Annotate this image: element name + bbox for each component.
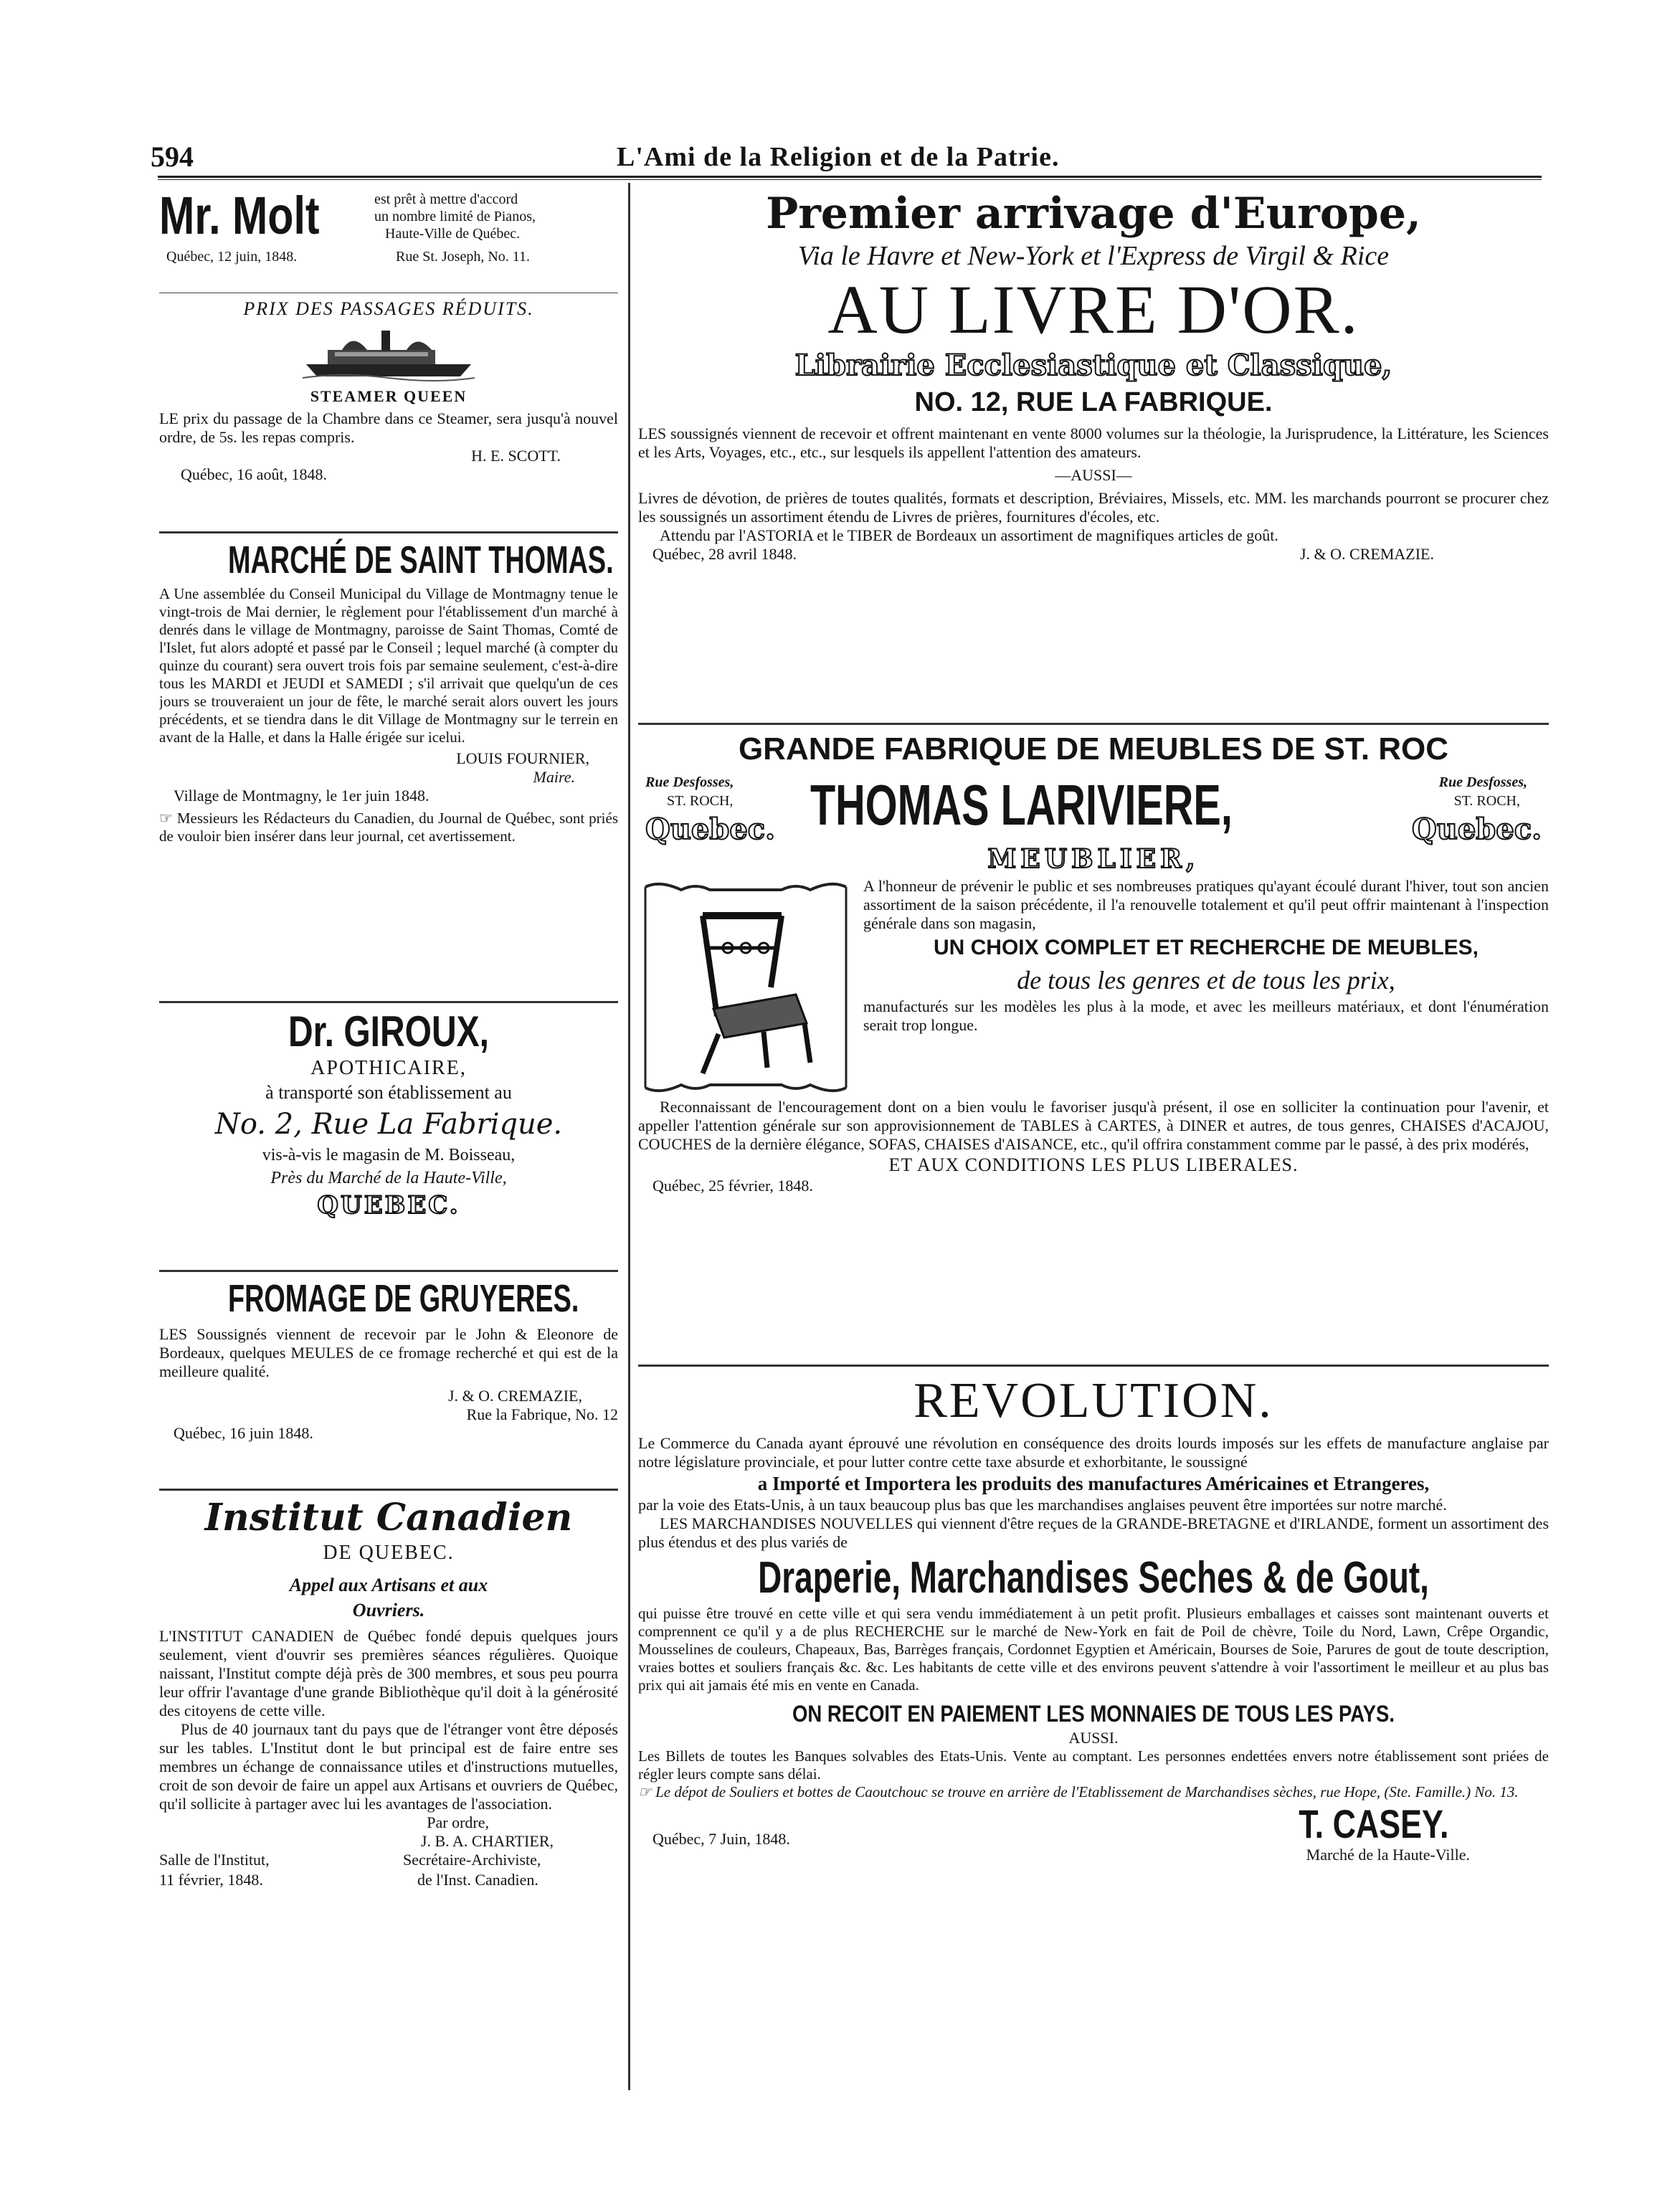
right-column [638,188,1549,2088]
revolution-ad [638,1371,1549,2081]
revolution-date: Québec, 7 Juin, 1848. [652,1830,790,1848]
molt-date: Québec, 12 juin, 1848. [166,249,298,265]
meubles-side-city-right: Quebec. [1411,812,1542,846]
revolution-signature: T. CASEY. [1298,1801,1448,1846]
steamer-signature: H. E. SCOTT. [471,447,561,465]
meubles-side-roch-left: ST. ROCH, [667,793,734,809]
separator [159,1001,618,1003]
institut-footer [159,1851,618,1891]
institut-text2: Plus de 40 journaux tant du pays que de l'étranger vont être déposés sur les tables. L'Institut dont le but principal est de faire entre ses membres un échange de connaissance utiles et d'instructions mutuelles, croit de son devoir de faire un appel aux Artisans et ouvriers de Québec, qu'il sollicite à partager avec lui les avantages de l'association. [159,1720,618,1813]
livre-text3: Attendu par l'ASTORIA et le TIBER de Bordeaux un assortiment de magnifiques articles de goût. [660,526,1278,544]
meubles-side-rue-right: Rue Desfosses, [1438,774,1527,790]
marche-title: Maire. [533,768,575,786]
marche-ad [159,538,618,997]
institut-role2: de l'Inst. Canadien. [417,1871,538,1889]
page-number: 594 [151,141,194,173]
meubles-side-rue-left: Rue Desfosses, [645,774,734,790]
meubles-date: Québec, 25 février, 1848. [652,1177,813,1195]
revolution-text5: Les Billets de toutes les Banques solvables des Etats-Unis. Vente au comptant. Les personnes endettées envers notre établissement sont priées de régler leurs compte sans délai. [638,1747,1549,1783]
revolution-note: ☞ Le dépot de Souliers et bottes de Caoutchouc se trouve en arrière de l'Etablissement de Marchandises sèches, rue Hope, (Ste. Famille.) No. 13. [638,1783,1519,1800]
meubles-name: THOMAS LARIVIERE, [810,773,1233,837]
meubles-text1: A l'honneur de prévenir le public et ses nombreuses pratiques qu'ayant écoulé durant l'hiver, tout son ancien assortiment de la saison précédente, il l'a renouvelle totalement et qu'il peut offrir maintenant à l'inspection générale dans son magasin, [863,877,1549,932]
meubles-text3: Reconnaissant de l'encouragement dont on a bien voulu le favoriser jusqu'à présent, il ose en solliciter la continuation pour l'avenir, et appeller l'attention générale sur son approvisionnement de TABLES à CARTES, à DINER et autres, de tous genres, CHAISES d'ACAJOU, COUCHES de la dernière élégance, SOFAS, CHAISES d'AISANCE, etc., qu'il offrira constamment comme par le passé, à des prix modérés, [638,1098,1549,1153]
fromage-signature: J. & O. CREMAZIE, [448,1387,582,1405]
header-rule [158,176,1542,180]
giroux-line3: Près du Marché de la Haute-Ville, [270,1169,507,1187]
steamer-heading: PRIX DES PASSAGES RÉDUITS. [243,298,534,319]
livre-signature: J. & O. CREMAZIE. [1300,545,1434,563]
marche-signature: LOUIS FOURNIER, [456,749,589,767]
revolution-monnaies: ON RECOIT EN PAIEMENT LES MONNAIES DE TOUS LES PAYS. [792,1701,1395,1727]
meubles-side-city-left: Quebec. [645,812,776,846]
institut-text1: L'INSTITUT CANADIEN de Québec fondé depuis quelques jours seulement, vient d'ouvrir ses premières séances régulières. Quoique naissant, l'Institut compte déjà près de 300 membres, et sous peu pourra leur offrir l'avantage d'une grande Bibliothèque qu'il doit à la générosité des citoyens de cette ville. [159,1627,618,1719]
left-column [159,188,618,2088]
meubles-banner [638,769,1549,877]
livre-subtitle: Librairie Ecclesiastique et Classique, [794,348,1392,382]
livre-footer [638,545,1549,566]
column-rule [628,183,630,2090]
giroux-name: Dr. GIROUX, [288,1007,490,1055]
institut-place2: 11 février, 1848. [159,1871,263,1889]
giroux-city: QUEBEC. [317,1191,460,1220]
molt-name: Mr. Molt [159,188,320,245]
fromage-date: Québec, 16 juin 1848. [174,1424,313,1442]
molt-address: Rue St. Joseph, No. 11. [396,249,531,265]
meubles-text2: manufacturés sur les modèles les plus à la mode, et avec les meilleurs matériaux, et dont l'énumération serait trop longue. [863,997,1549,1034]
steamer-name: STEAMER QUEEN [310,387,468,405]
institut-ad [159,1495,618,2083]
giroux-line1: à transporté son établissement au [265,1082,512,1103]
livre-text1: LES soussignés viennent de recevoir et offrent maintenant en vente 8000 volumes sur la théologie, la Jurisprudence, la Littérature, les Sciences et les Arts, Voyages, etc., etc., sur lesquels ils appellent l'attention des amateurs. [638,424,1549,461]
livre-heading2: Via le Havre et New-York et l'Express de Virgil & Rice [797,241,1390,271]
meubles-conditions: ET AUX CONDITIONS LES PLUS LIBERALES. [888,1154,1299,1175]
institut-sub: DE QUEBEC. [323,1542,455,1564]
fromage-ad [159,1276,618,1484]
revolution-text1: Le Commerce du Canada ayant éprouvé une révolution en conséquence des droits lourds imposés sur les effets de manufacture anglaise par notre législature provinciale, et pour lutter contre cette taxe absurde et exhorbitante, le soussigné [638,1434,1549,1471]
steamer-text: LE prix du passage de la Chambre dans ce Steamer, sera jusqu'à nouvel ordre, de 5s. les repas compris. [159,409,618,446]
institut-appel1: Appel aux Artisans et aux [289,1575,488,1595]
livre-name: AU LIVRE D'OR. [827,271,1359,348]
institut-appel2: Ouvriers. [352,1600,425,1621]
meubles-choix: UN CHOIX COMPLET ET RECHERCHE DE MEUBLES, [933,936,1479,959]
steamer-ad [159,298,618,527]
livre-text2: Livres de dévotion, de prières de toutes qualités, formats et description, Bréviaires, Missels, etc. MM. les marchands pourront se procurer chez les soussignés un assortiment étendu de Livres de prières, fournitures d'écoles, etc. [638,489,1549,526]
revolution-text3: LES MARCHANDISES NOUVELLES qui viennent d'être reçues de la GRANDE-BRETAGNE et d'IRLANDE, forment un assortiment des plus étendus et des plus variés de [638,1514,1549,1551]
separator [159,1489,618,1491]
giroux-profession: APOTHICAIRE, [310,1057,467,1079]
meubles-heading: GRANDE FABRIQUE DE MEUBLES DE ST. ROC [738,731,1449,767]
steamer-date: Québec, 16 août, 1848. [181,465,328,483]
revolution-importe: a Importé et Importera les produits des manufactures Américaines et Etrangeres, [757,1473,1430,1494]
revolution-heading: REVOLUTION. [913,1373,1273,1428]
molt-line2: un nombre limité de Pianos, [374,209,536,224]
institut-heading: Institut Canadien [204,1496,573,1539]
livre-date: Québec, 28 avril 1848. [652,545,797,563]
molt-line1: est prêt à mettre d'accord [374,191,518,207]
separator [159,531,618,533]
page-header [151,140,1542,176]
giroux-address: No. 2, Rue La Fabrique. [214,1108,563,1141]
institut-place1: Salle de l'Institut, [159,1851,270,1869]
institut-par-ordre: Par ordre, [427,1813,489,1831]
chair-illustration [638,880,853,1095]
livre-dor-ad [638,188,1549,718]
giroux-line2: vis-à-vis le magasin de M. Boisseau, [262,1146,516,1164]
livre-address: NO. 12, RUE LA FABRIQUE. [914,387,1273,417]
marche-note: ☞ Messieurs les Rédacteurs du Canadien, du Journal de Québec, sont priés de vouloir bien insérer dans leur journal, cet avertissement. [159,810,618,845]
fromage-heading: FROMAGE DE GRUYERES. [228,1277,579,1320]
molt-line3: Haute-Ville de Québec. [385,226,521,242]
marche-text: A Une assemblée du Conseil Municipal du Village de Montmagny tenue le vingt-trois de Mai dernier, le règlement pour l'établissement d'un marché à denrés dans le village de Montmagny, paroisse de Saint Thomas, Comté de l'Islet, fut alors adopté et passé par le Conseil ; lequel marché (à compter du quinze du courant) sera ouvert trois fois par semaine seulement, c'est-à-dire tous les MARDI et JEUDI et SAMEDI ; s'il arrivait que quelqu'un de ces jours se trouveraient un jour de fête, le marché serait alors ouvert les jours précédents, et se tiendra dans le dit Village de Montmagny sur le terrein en avant de la Halle, et dans la Halle érigée sur icelui. [159,585,618,746]
meubles-profession: MEUBLIER, [987,844,1200,874]
fromage-text: LES Soussignés viennent de recevoir par le John & Eleonore de Bordeaux, quelques MEULES de ce fromage recherché et qui est de la meilleure qualité. [159,1325,618,1380]
marche-date: Village de Montmagny, le 1er juin 1848. [174,787,430,805]
revolution-aussi: AUSSI. [1068,1729,1119,1747]
revolution-place: Marché de la Haute-Ville. [1306,1846,1470,1864]
revolution-footer [638,1801,1549,1866]
revolution-text4: qui puisse être trouvé en cette ville et qui sera vendu immédiatement à un petit profit. Plusieurs emballages et caisses sont maintenant ouverts et comprennent ce qu'il y a de plus RECHERCHE sur le marché de New-York en fait de Poil de chèvre, Toile du Nord, Lawn, Crêpe Organdic, Mousselines de couleurs, Chapeaux, Bas, Barrèges français, Cordonnet Egyptien et Américain, Bourses de Soie, Parures de gout de toute description, vraies bottes et souliers français &c. &c. Les habitants de cette ville et des environs peuvent s'attendre à voir l'assortiment le meilleur et au plus bas prix qui ait jamais été mis en vente en Canada. [638,1605,1549,1694]
institut-role1: Secrétaire-Archiviste, [403,1851,541,1869]
meubles-ad [638,729,1549,1360]
institut-signature: J. B. A. CHARTIER, [420,1832,554,1850]
marche-heading: MARCHÉ DE SAINT THOMAS. [228,538,614,582]
revolution-text2: par la voie des Etats-Unis, à un taux beaucoup plus bas que les marchandises anglaises peuvent être importées sur notre marché. [638,1496,1447,1514]
separator [159,1270,618,1272]
livre-aussi: —AUSSI— [1055,466,1132,484]
newspaper-title: L'Ami de la Religion et de la Patrie. [617,142,1060,172]
steamboat-illustration [299,325,478,382]
meubles-genres: de tous les genres et de tous les prix, [1017,966,1395,995]
livre-heading1: Premier arrivage d'Europe, [766,189,1421,239]
meubles-side-roch-right: ST. ROCH, [1453,793,1520,809]
molt-ad [159,188,618,288]
separator [638,723,1549,725]
fromage-address: Rue la Fabrique, No. 12 [466,1405,618,1423]
separator [638,1365,1549,1367]
revolution-draperie: Draperie, Marchandises Seches & de Gout, [758,1553,1429,1603]
giroux-ad [159,1007,618,1266]
